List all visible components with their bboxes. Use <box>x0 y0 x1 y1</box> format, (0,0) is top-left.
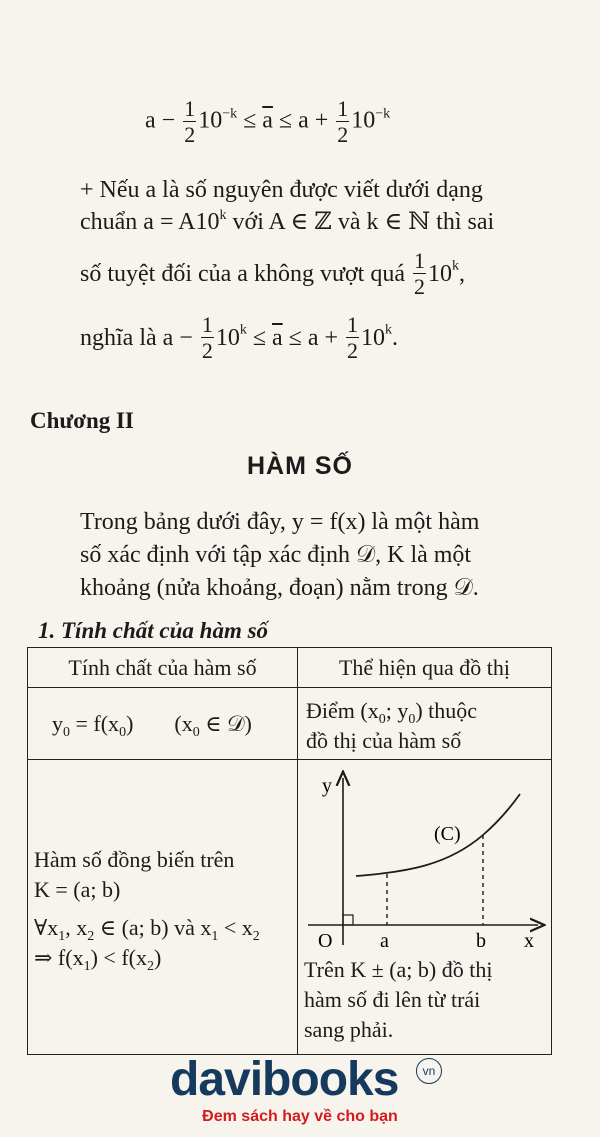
logo-vn-badge: vn <box>416 1058 442 1084</box>
y-label: y <box>322 775 332 797</box>
header-right: Thể hiện qua đồ thị <box>298 648 552 688</box>
chapter-title: HÀM SỐ <box>247 452 353 480</box>
x-label: x <box>524 930 534 952</box>
chapter-intro-line-2: số xác định với tập xác định 𝒟, K là một <box>80 542 472 568</box>
fraction-one-half: $\frac{1}{2}$ <box>347 312 359 363</box>
graph-caption: Trên K ± (a; b) đồ thị hàm số đi lên từ trái sang phải. <box>304 957 493 1042</box>
davibooks-logo: davibooks <box>170 1053 399 1106</box>
increasing-function-graph <box>298 760 550 955</box>
properties-table <box>27 647 552 1055</box>
section-heading: 1. Tính chất của hàm số <box>38 618 269 643</box>
paragraph-line-2: chuẩn $a = A10^k$ với A ∈ ℤ và k ∈ ℕ thì sai <box>80 208 495 235</box>
fraction-one-half: $\frac{1}{2}$ <box>184 96 196 147</box>
row1-left: $y_0 = f(x_0)$ ($x_0$ ∈ 𝒟) <box>28 688 298 760</box>
fraction-one-half: $\frac{1}{2}$ <box>337 96 349 147</box>
b-label: b <box>476 930 486 952</box>
paragraph-line-1: + Nếu a là số nguyên được viết dưới dạng <box>80 177 483 203</box>
fraction-one-half: $\frac{1}{2}$ <box>413 248 425 299</box>
formula-bounds-negative-k: a − $\frac{1}{2}$ $10^{-k} \le \overline{a} \le a$ + $\frac{1}{2}$ $10^{-k}$ <box>145 96 391 147</box>
paragraph-line-4: nghĩa là a − $\frac{1}{2}$ $10^k \le \overline{a} \le a$ + $\frac{1}{2}$ 10$^k$. <box>80 312 399 363</box>
a-label: a <box>380 930 389 952</box>
chapter-intro-line-1: Trong bảng dưới đây, y = f(x) là một hàm <box>80 509 480 535</box>
tagline: Đem sách hay về cho bạn <box>202 1108 398 1125</box>
chapter-intro-line-3: khoảng (nửa khoảng, đoạn) nằm trong 𝒟. <box>80 575 479 601</box>
origin-label: O <box>318 930 333 952</box>
row2-left: Hàm số đồng biến trên K = (a; b) $\forall x_1$, $x_2$ ∈ (a; b) và $x_1 < x_2$ ⇒ $f(x_1) < f(x_2)$ <box>28 760 298 1055</box>
paragraph-line-3: số tuyệt đối của a không vượt quá $\frac{1}{2}$ 10$^k$, <box>80 248 465 299</box>
right-angle-mark <box>343 915 353 925</box>
header-left: Tính chất của hàm số <box>28 648 298 688</box>
row2-right <box>298 760 552 1055</box>
row1-right: Điểm ($x_0$; $y_0$) thuộc đồ thị của hàm số <box>298 688 552 760</box>
chapter-label: Chương II <box>30 408 134 433</box>
fraction-one-half: $\frac{1}{2}$ <box>201 312 213 363</box>
curve-label: (C) <box>434 823 461 845</box>
